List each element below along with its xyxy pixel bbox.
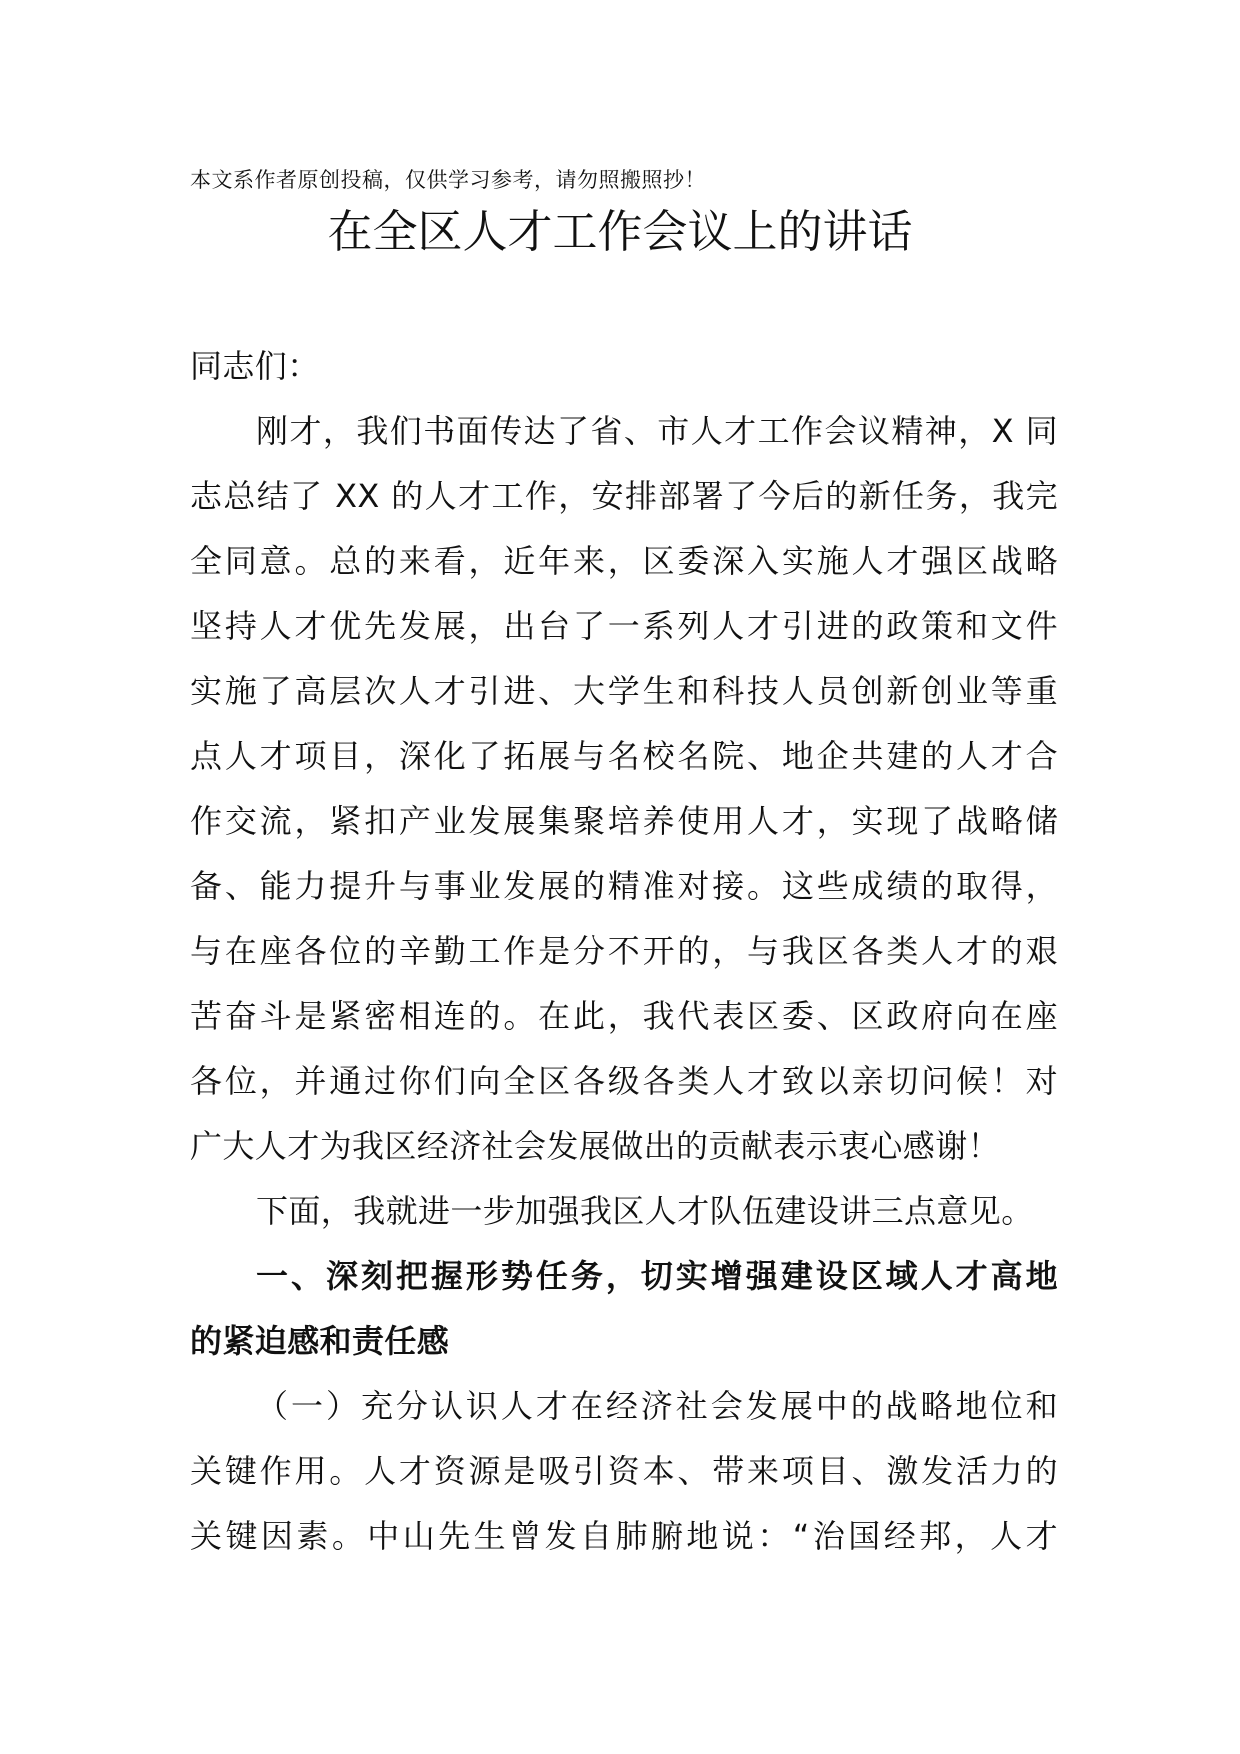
- paragraph-line: 各位，并通过你们向全区各级各类人才致以亲切问候！对: [190, 1062, 1058, 1100]
- subsection-line: （一）充分认识人才在经济社会发展中的战略地位和: [256, 1387, 1058, 1425]
- paragraph-line: 下面，我就进一步加强我区人才队伍建设讲三点意见。: [256, 1192, 1034, 1230]
- paragraph-line: 坚持人才优先发展，出台了一系列人才引进的政策和文件: [190, 607, 1058, 645]
- paragraph-line: 点人才项目，深化了拓展与名校名院、地企共建的人才合: [190, 737, 1058, 775]
- paragraph-line: 与在座各位的辛勤工作是分不开的，与我区各类人才的艰: [190, 932, 1058, 970]
- section-heading: 一、深刻把握形势任务，切实增强建设区域人才高地: [256, 1257, 1058, 1295]
- paragraph-line: 全同意。总的来看，近年来，区委深入实施人才强区战略: [190, 542, 1058, 580]
- paragraph-line: 关键因素。中山先生曾发自肺腑地说：“治国经邦，人才: [190, 1517, 1058, 1555]
- paragraph-line: 广大人才为我区经济社会发展做出的贡献表示衷心感谢！: [190, 1127, 1001, 1165]
- page-title: 在全区人才工作会议上的讲话: [327, 205, 913, 258]
- salutation: 同志们：: [190, 347, 320, 385]
- paragraph-line: 备、能力提升与事业发展的精准对接。这些成绩的取得，: [190, 867, 1058, 905]
- paragraph-line: 作交流，紧扣产业发展集聚培养使用人才，实现了战略储: [190, 802, 1058, 840]
- paragraph-line: 苦奋斗是紧密相连的。在此，我代表区委、区政府向在座: [190, 997, 1058, 1035]
- paragraph-line: 关键作用。人才资源是吸引资本、带来项目、激发活力的: [190, 1452, 1058, 1490]
- paragraph-line: 志总结了 XX 的人才工作，安排部署了今后的新任务，我完: [190, 477, 1058, 515]
- copyright-notice: 本文系作者原创投稿，仅供学习参考，请勿照搬照抄！: [190, 168, 706, 192]
- speech-body: [190, 334, 1058, 1569]
- section-heading: 的紧迫感和责任感: [190, 1322, 450, 1360]
- paragraph-line: 刚才，我们书面传达了省、市人才工作会议精神，X 同: [256, 412, 1058, 450]
- paragraph-line: 实施了高层次人才引进、大学生和科技人员创新创业等重: [190, 672, 1058, 710]
